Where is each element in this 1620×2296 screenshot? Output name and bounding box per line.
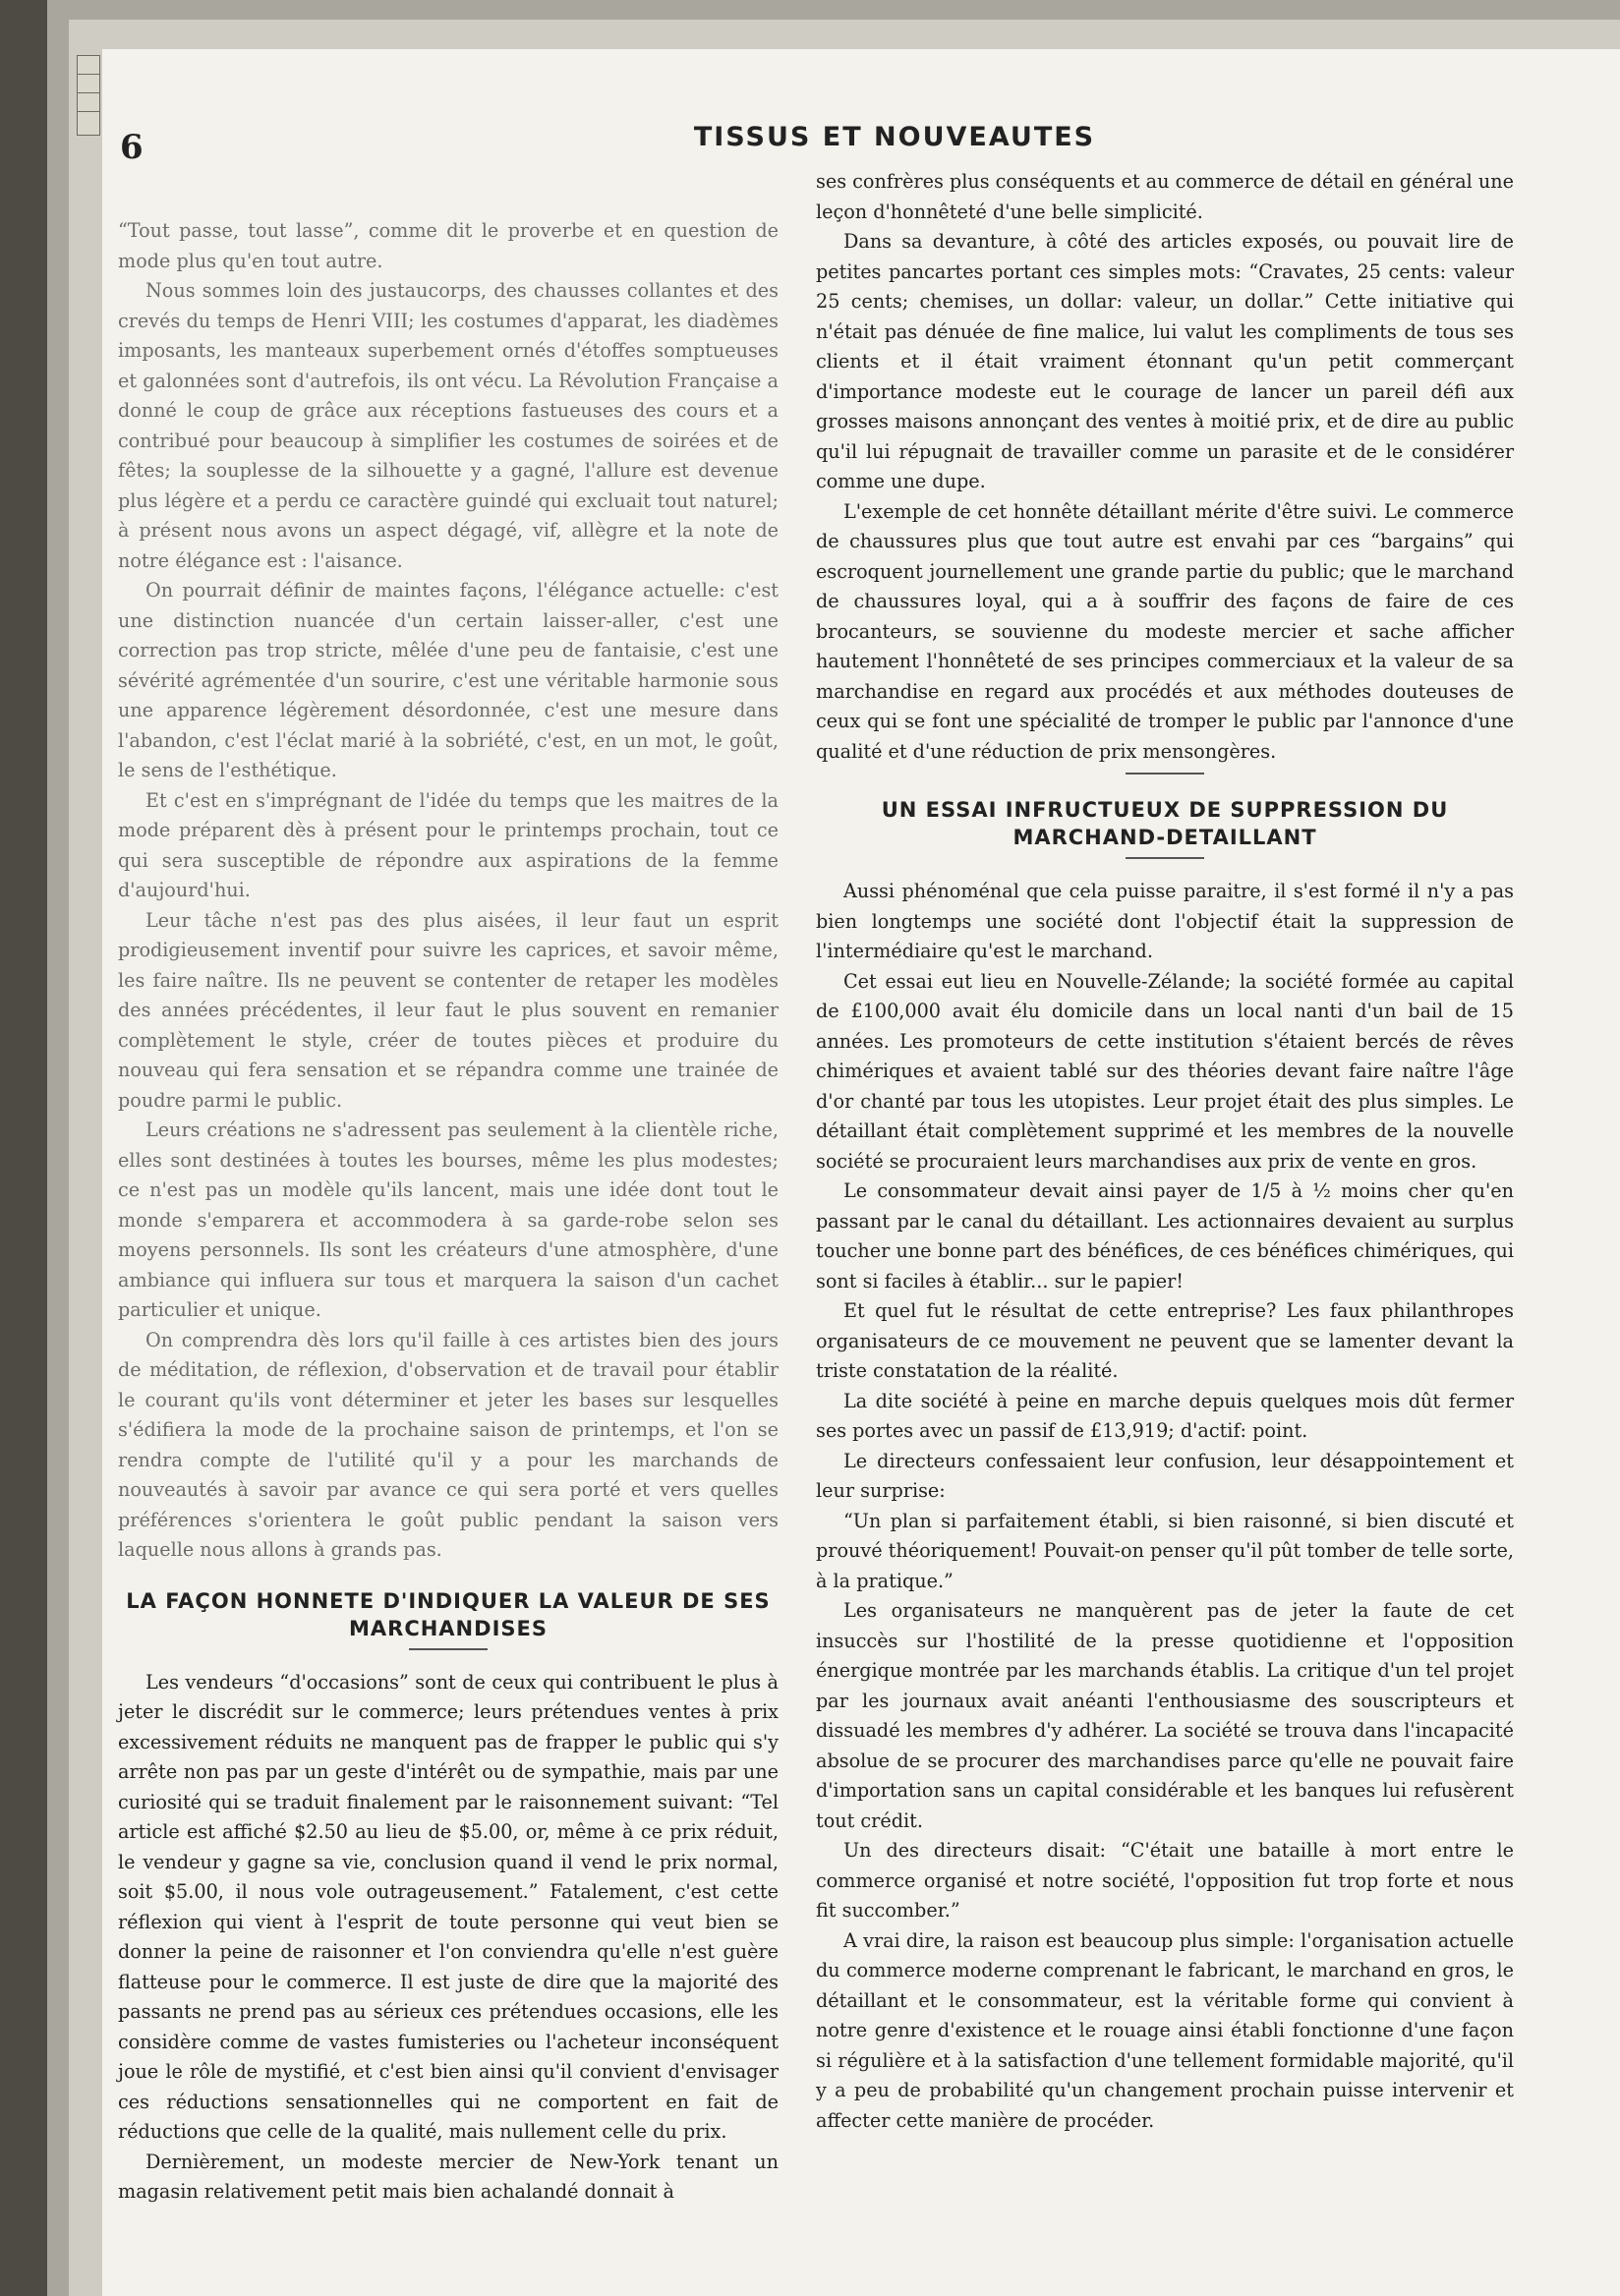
paragraph: Et c'est en s'imprégnant de l'idée du temps que les maitres de la mode préparent dès à présent pour le printemps prochain, tout ce qui sera susceptible de répondre aux aspirations de la femme d'aujourd'hui. <box>118 788 779 901</box>
paragraph: Leur tâche n'est pas des plus aisées, il leur faut un esprit prodigieusement inventif pour suivre les caprices, et savoir même, les faire naître. Ils ne peuvent se contenter de retaper les modèles des années précédentes, il leur faut le plus souvent en remanier complètement le style, créer de toutes pièces et produire du nouveau qui fera sensation et se répandra comme une trainée de poudre parmi le public. <box>118 908 779 1112</box>
paragraph: Cet essai eut lieu en Nouvelle-Zélande; la société formée au capital de £100,000 avait élu domicile dans un local nanti d'un bail de 15 années. Les promoteurs de cette institution s'étaient bercés de rêves chimériques et avaient tablé sur des théories devant faire naître l'âge d'or chanté par tous les utopistes. Leur projet était des plus simples. Le détaillant était complètement supprimé et les membres de la nouvelle société se procuraient leurs marchandises aux prix de vente en gros. <box>816 969 1514 1173</box>
paragraph: Et quel fut le résultat de cette entreprise? Les faux philanthropes organisateurs de ce mouvement ne peuvent que se lamenter devant la triste constatation de la réalité. <box>816 1299 1514 1382</box>
article-heading: UN ESSAI INFRUCTUEUX DE SUPPRESSION DU MARCHAND-DETAILLANT <box>881 798 1449 849</box>
paragraph: On comprendra dès lors qu'il faille à ces artistes bien des jours de méditation, de réflexion, d'observation et de travail pour établir le courant qu'ils vont déterminer et jeter les bases sur lesquelles s'édifiera la mode de la prochaine saison de printemps, et l'on se rendra compte de l'utilité qu'il y a pour les marchands de nouveautés à savoir par avance ce qui sera porté et vers quelles préférences s'orientera le goût public pendant la saison vers laquelle nous allons à grands pas. <box>118 1328 779 1561</box>
binding-stubs <box>77 55 100 136</box>
article-heading: LA FAÇON HONNETE D'INDIQUER LA VALEUR DE SES MARCHANDISES <box>126 1588 771 1640</box>
retailer-suppression-article <box>816 877 1514 2136</box>
right-column <box>816 167 1514 2136</box>
honest-value-article-continued <box>816 167 1514 767</box>
running-title: TISSUS ET NOUVEAUTES <box>693 122 1096 152</box>
fashion-article <box>118 216 779 1566</box>
paragraph: Les organisateurs ne manquèrent pas de jeter la faute de cet insuccès sur l'hostilité de la presse quotidienne et l'opposition énergique montrée par les marchands établis. La critique d'un tel projet par les journaux avait anéanti l'enthousiasme des souscripteurs et dissuadé les membres d'y adhérer. La société se trouva dans l'incapacité absolue de se procurer des marchandises parce qu'elle ne pouvait faire d'importation sans un capital considérable et les banques lui refusèrent tout crédit. <box>816 1599 1514 1832</box>
paragraph: “Tout passe, tout lasse”, comme dit le proverbe et en question de mode plus qu'en tout autre. <box>118 219 779 272</box>
left-column <box>118 216 779 2208</box>
paragraph: Un des directeurs disait: “C'était une bataille à mort entre le commerce organisé et notre société, l'opposition fut trop forte et nous fit succomber.” <box>816 1839 1514 1922</box>
paragraph: On pourrait définir de maintes façons, l'élégance actuelle: c'est une distinction nuancée d'un certain laisser-aller, c'est une correction pas trop stricte, mêlée d'une peu de fantaisie, c'est une sévérité agrémentée d'un sourire, c'est une véritable harmonie sous une apparence légèrement désordonnée, c'est une mesure dans l'abandon, c'est l'éclat marié à la sobriété, c'est, en un mot, le goût, le sens de l'esthétique. <box>118 579 779 781</box>
paragraph: ses confrères plus conséquents et au commerce de détail en général une leçon d'honnêteté d'une belle simplicité. <box>816 170 1514 223</box>
page-number: 6 <box>120 128 144 167</box>
paragraph: Le directeurs confessaient leur confusion, leur désappointement et leur surprise: <box>816 1449 1514 1502</box>
paragraph: Les vendeurs “d'occasions” sont de ceux qui contribuent le plus à jeter le discrédit sur le commerce; leurs prétendues ventes à prix excessivement réduits ne manquent pas de frapper le public qui s'y arrête non pas par un geste d'intérêt ou de sympathie, mais par une curiosité qui se traduit finalement par le raisonnement suivant: “Tel article est affiché $2.50 au lieu de $5.00, or, même à ce prix réduit, le vendeur y gagne sa vie, conclusion quand il vend le prix normal, soit $5.00, il nous vole outrageusement.” Fatalement, c'est cette réflexion qui vient à l'esprit de toute personne qui veut bien se donner la peine de raisonner et l'on conviendra qu'elle n'est guère flatteuse pour le commerce. Il est juste de dire que la majorité des passants ne prend pas au sérieux ces prétendues occasions, elle les considère comme de vastes fumisteries ou l'acheteur inconséquent joue le rôle de mystifié, et c'est bien ainsi qu'il convient d'envisager ces réductions sensationnelles qui ne comportent en fait de réductions que celle de la qualité, mais nullement celle du prix. <box>118 1670 779 2143</box>
paragraph: Le consommateur devait ainsi payer de 1/5 à ½ moins cher qu'en passant par le canal du détaillant. Les actionnaires devaient au surplus toucher une bonne part des bénéfices, de ces bénéfices chimériques, qui sont si faciles à établir... sur le papier! <box>816 1179 1514 1292</box>
paragraph: Aussi phénoménal que cela puisse paraitre, il s'est formé il n'y a pas bien longtemps une société dont l'objectif était la suppression de l'intermédiaire qu'est le marchand. <box>816 880 1514 962</box>
heading-rule <box>409 1648 488 1650</box>
paragraph: “Un plan si parfaitement établi, si bien raisonné, si bien discuté et prouvé théoriquement! Pouvait-on penser qu'il pût tomber de telle sorte, à la pratique.” <box>816 1509 1514 1592</box>
heading-rule <box>1126 857 1204 859</box>
honest-value-article <box>118 1668 779 2208</box>
paragraph: Dernièrement, un modeste mercier de New-York tenant un magasin relativement petit mais bien achalandé donnait à <box>118 2150 779 2203</box>
paragraph: A vrai dire, la raison est beaucoup plus simple: l'organisation actuelle du commerce moderne comprenant le fabricant, le marchand en gros, le détaillant et le consommateur, est la véritable forme qui convient à notre genre d'existence et le rouage ainsi établi fonctionne d'une façon si régulière et à la satisfaction d'une tellement formidable majorité, qu'il y a peu de probabilité qu'un changement prochain puisse intervenir et affecter cette manière de procéder. <box>816 1928 1514 2132</box>
paragraph: La dite société à peine en marche depuis quelques mois dût fermer ses portes avec un passif de £13,919; d'actif: point. <box>816 1389 1514 1442</box>
section-divider <box>1126 773 1204 775</box>
paragraph: Leurs créations ne s'adressent pas seulement à la clientèle riche, elles sont destinées à toutes les bourses, même les plus modestes; ce n'est pas un modèle qu'ils lancent, mais une idée dont tout le monde s'emparera et accommodera à sa garde-robe selon ses moyens personnels. Ils sont les créateurs d'une atmosphère, d'une ambiance qui influera sur tous et marquera la saison d'un cachet particulier et unique. <box>118 1119 779 1321</box>
paragraph: Nous sommes loin des justaucorps, des chausses collantes et des crevés du temps de Henri VIII; les costumes d'apparat, les diadèmes imposants, les manteaux superbement ornés d'étoffes somptueuses et galonnées sont d'autrefois, ils ont vécu. La Révolution Française a donné le coup de grâce aux réceptions fastueuses des cours et a contribué pour beaucoup à simplifier les costumes de soirées et de fêtes; la souplesse de la silhouette y a gagné, l'allure est devenue plus légère et a perdu ce caractère guindé qui excluait tout naturel; à présent nous avons un aspect dégagé, vif, allègre et la note de notre élégance est : l'aisance. <box>118 279 779 572</box>
paragraph: L'exemple de cet honnête détaillant mérite d'être suivi. Le commerce de chaussures plus que tout autre est envahi par ces “bargains” qui escroquent journellement une grande partie du public; que le marchand de chaussures loyal, qui a à souffrir des façons de faire de ces brocanteurs, se souvienne du modeste mercier et sache afficher hautement l'honnêteté de ses principes commerciaux et la valeur de sa marchandise en regard aux procédés et aux méthodes douteuses de ceux qui se font une spécialité de tromper le public par l'annonce d'une qualité et d'une réduction de prix mensongères. <box>816 499 1514 763</box>
paragraph: Dans sa devanture, à côté des articles exposés, ou pouvait lire de petites pancartes portant ces simples mots: “Cravates, 25 cents: valeur 25 cents; chemises, un dollar: valeur, un dollar.” Cette initiative qui n'était pas dénuée de fine malice, lui valut les compliments de tous ses clients et il était vraiment étonnant qu'un petit commerçant d'importance modeste eut le courage de lancer un pareil défi aux grosses maisons annonçant des ventes à moitié prix, et de dire au public qu'il lui répugnait de travailler comme un parasite et de le considérer comme une dupe. <box>816 230 1514 492</box>
